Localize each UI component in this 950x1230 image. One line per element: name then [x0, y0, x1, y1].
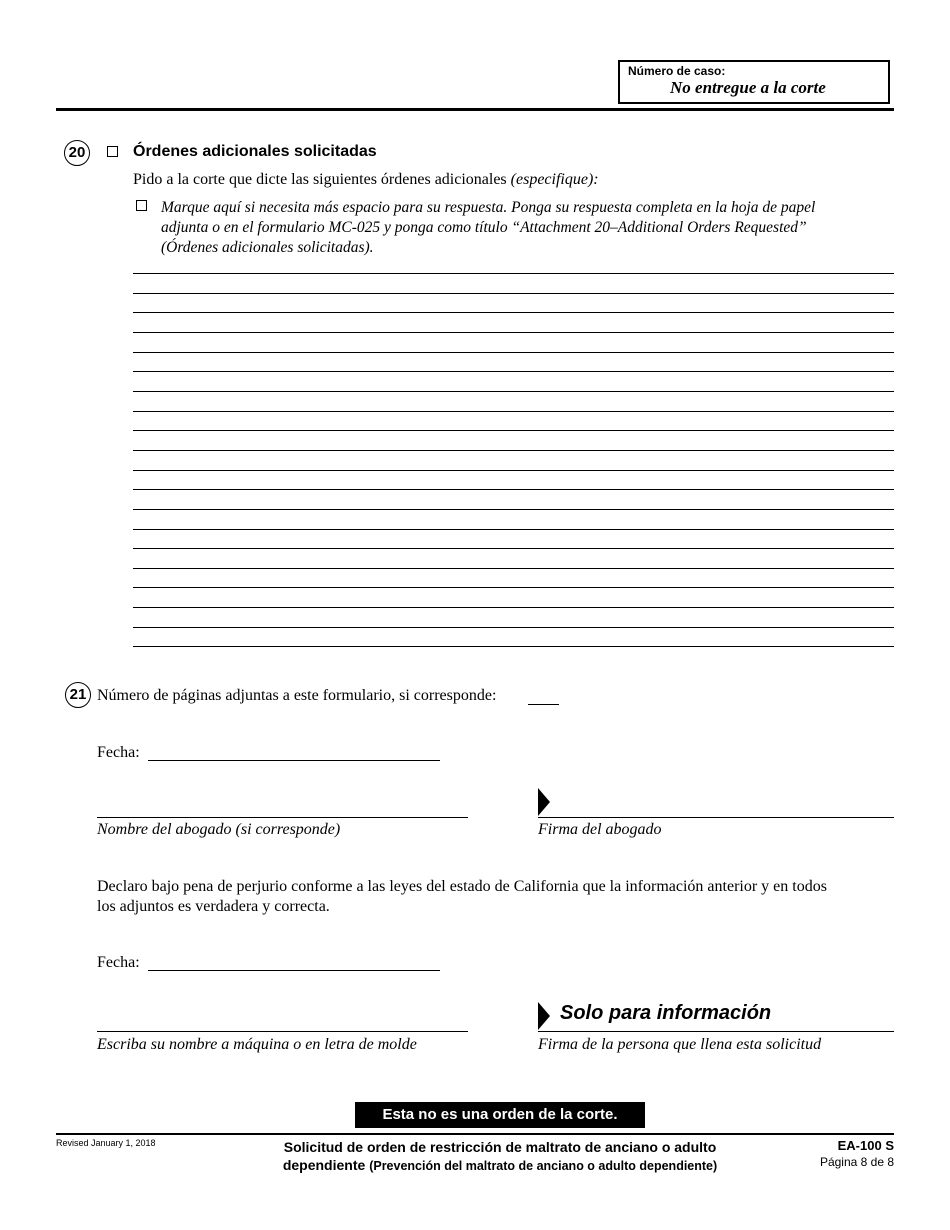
signature-arrow-icon [538, 788, 550, 816]
attorney-date-label: Fecha: [97, 744, 140, 761]
attorney-name-label: Nombre del abogado (si corresponde) [97, 821, 341, 838]
form-title-line-2 [240, 1156, 760, 1175]
answer-line[interactable] [133, 450, 894, 451]
answer-line[interactable] [133, 489, 894, 490]
item-20-attachment-note [161, 198, 896, 258]
filer-date-label: Fecha: [97, 954, 140, 971]
attorney-signature-field[interactable] [538, 817, 894, 818]
answer-line[interactable] [133, 587, 894, 588]
answer-line[interactable] [133, 548, 894, 549]
answer-line[interactable] [133, 273, 894, 274]
attachment-note-line-2: adjunta o en el formulario MC-025 y ponga como título “Attachment 20–Additional Orders Requested” [161, 219, 807, 236]
answer-line[interactable] [133, 607, 894, 608]
attachment-note-line-3: (Órdenes adicionales solicitadas). [161, 239, 374, 256]
item-20-checkbox[interactable] [107, 146, 118, 157]
not-court-order-notice: Esta no es una orden de la corte. [355, 1102, 645, 1128]
typed-name-label: Escriba su nombre a máquina o en letra de molde [97, 1036, 417, 1053]
item-21-number: 21 [65, 682, 91, 708]
attorney-name-field[interactable] [97, 817, 468, 818]
answer-line[interactable] [133, 371, 894, 372]
answer-line[interactable] [133, 568, 894, 569]
answer-line[interactable] [133, 352, 894, 353]
attorney-signature-label: Firma del abogado [538, 821, 662, 838]
form-title-line-1: Solicitud de orden de restricción de maltrato de anciano o adulto [283, 1139, 717, 1155]
revised-date: Revised January 1, 2018 [56, 1138, 156, 1148]
filer-signature-label: Firma de la persona que llena esta solicitud [538, 1036, 822, 1053]
item-20-attachment-checkbox[interactable] [136, 200, 147, 211]
filer-signature-field[interactable] [538, 1031, 894, 1032]
attachment-note-line-1: Marque aquí si necesita más espacio para su respuesta. Ponga su respuesta completa en la hoja de papel [161, 199, 816, 216]
item-21-text: Número de páginas adjuntas a este formulario, si corresponde: [97, 687, 497, 704]
declaration-line-1: Declaro bajo pena de perjurio conforme a las leyes del estado de California que la información anterior y en todos [97, 878, 827, 895]
form-title-line-2-bold: dependiente [282, 1157, 366, 1173]
item-20-prompt-text: Pido a la corte que dicte las siguientes órdenes adicionales [133, 171, 507, 188]
answer-line[interactable] [133, 411, 894, 412]
answer-line[interactable] [133, 312, 894, 313]
typed-name-field[interactable] [97, 1031, 468, 1032]
form-number: EA-100 S [837, 1138, 894, 1153]
answer-line[interactable] [133, 529, 894, 530]
attorney-date-field[interactable] [148, 760, 440, 761]
info-only-stamp: Solo para información [560, 1002, 772, 1024]
item-20-prompt [133, 171, 599, 189]
answer-line[interactable] [133, 646, 894, 647]
answer-line[interactable] [133, 293, 894, 294]
answer-line[interactable] [133, 430, 894, 431]
page-number: Página 8 de 8 [819, 1155, 894, 1169]
answer-line[interactable] [133, 509, 894, 510]
perjury-declaration [97, 877, 897, 917]
answer-line[interactable] [133, 332, 894, 333]
item-20-number: 20 [64, 140, 90, 166]
footer-rule [56, 1133, 894, 1135]
item-20-title: Órdenes adicionales solicitadas [133, 143, 377, 160]
case-number-value: No entregue a la corte [670, 78, 826, 97]
declaration-line-2: los adjuntos es verdadera y correcta. [97, 898, 330, 915]
item-20-prompt-specify: (especifique): [510, 171, 599, 188]
header-rule [56, 108, 894, 111]
answer-line[interactable] [133, 627, 894, 628]
attached-pages-field[interactable] [528, 704, 559, 705]
form-title-subtitle: (Prevención del maltrato de anciano o adulto dependiente) [369, 1159, 718, 1173]
filer-date-field[interactable] [148, 970, 440, 971]
case-number-box [618, 60, 890, 104]
form-title [240, 1138, 760, 1175]
case-number-label: Número de caso: [628, 64, 726, 78]
answer-line[interactable] [133, 391, 894, 392]
signature-arrow-icon [538, 1002, 550, 1030]
answer-line[interactable] [133, 470, 894, 471]
